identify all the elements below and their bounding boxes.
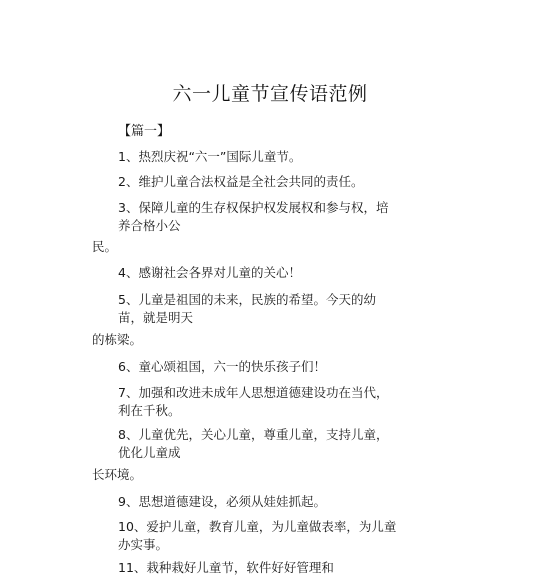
list-item-partial: 11、栽种栽好儿童节，软件好好管理和: [118, 560, 334, 575]
list-item: 8、儿童优先，关心儿童，尊重儿童，支持儿童，优化儿童成: [118, 427, 389, 460]
list-item: 4、感谢社会各界对儿童的关心！: [118, 265, 301, 280]
list-item-continuation: 长环境。: [92, 467, 143, 482]
list-item-continuation: 民。: [92, 239, 118, 254]
list-item: 7、加强和改进未成年人思想道德建设功在当代，利在千秋。: [118, 385, 389, 418]
list-item: 9、思想道德建设，必须从娃娃抓起。: [118, 494, 326, 509]
section-label: 【篇一】: [118, 124, 171, 139]
document-title: 六一儿童节宣传语范例: [172, 83, 368, 105]
list-item: 3、保障儿童的生存权保护权发展权和参与权，培养合格小公: [118, 200, 389, 233]
list-item: 1、热烈庆祝“六一”国际儿童节。: [118, 149, 302, 164]
list-item: 6、童心颂祖国，六一的快乐孩子们！: [118, 359, 326, 374]
list-item-continuation: 的栋梁。: [92, 332, 143, 347]
list-item: 10、爱护儿童，教育儿童，为儿童做表率，为儿童办实事。: [118, 519, 397, 552]
list-item: 5、儿童是祖国的未来，民族的希望。今天的幼苗，就是明天: [118, 292, 376, 325]
list-item: 2、维护儿童合法权益是全社会共同的责任。: [118, 174, 364, 189]
